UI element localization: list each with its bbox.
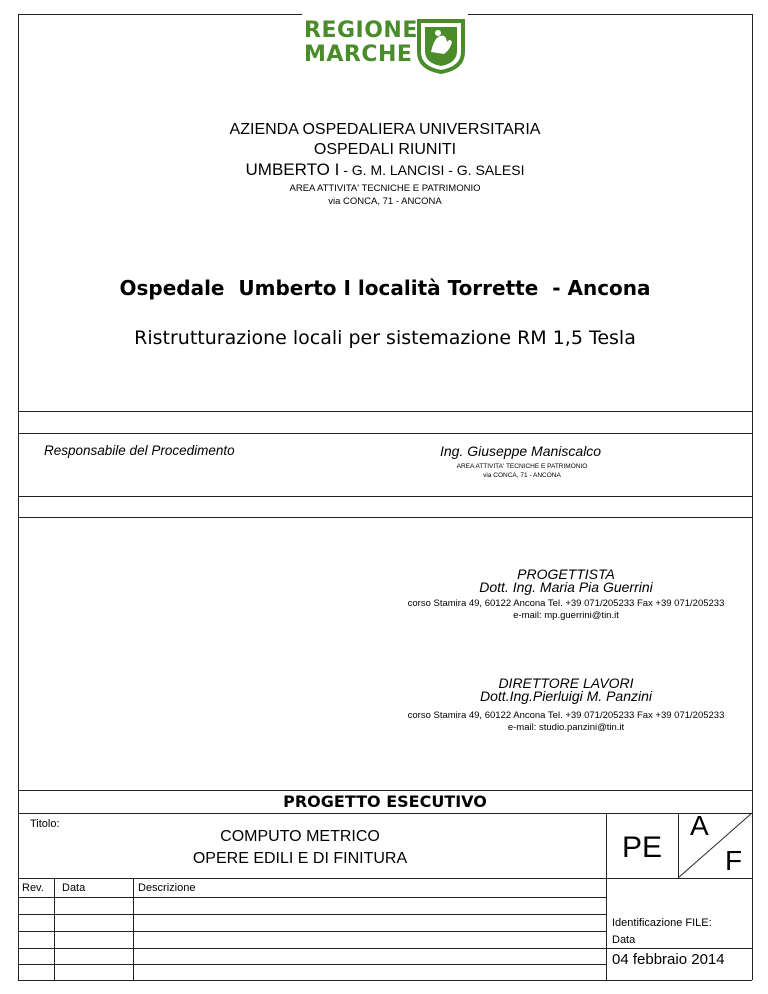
divider (18, 813, 752, 814)
org-name-line1: AZIENDA OSPEDALIERA UNIVERSITARIA (229, 121, 541, 138)
divider (18, 517, 752, 518)
logo-line2: MARCHE (304, 42, 413, 67)
divider (18, 878, 752, 879)
divider (18, 433, 752, 434)
org-name-line2: OSPEDALI RIUNITI (313, 141, 457, 158)
rev-row-line (18, 897, 606, 898)
org-address: via CONCA, 71 - ANCONA (328, 196, 442, 207)
rev-row-line (18, 964, 606, 965)
org-name-line3 (18, 160, 752, 181)
responsible-name: Ing. Giuseppe Maniscalco (440, 443, 602, 459)
frame-right (752, 14, 753, 980)
divider (18, 790, 752, 791)
title-label: Titolo: (30, 818, 60, 830)
document-title-line2: OPERE EDILI E DI FINITURA (192, 850, 408, 867)
project-phase: PROGETTO ESECUTIVO (283, 792, 487, 811)
org-hospital-rest: - G. M. LANCISI - G. SALESI (339, 162, 525, 178)
data-col-divider (133, 878, 134, 980)
rev-col-divider (54, 878, 55, 980)
director-email: e-mail: studio.panzini@tin.it (507, 722, 625, 733)
responsible-department: AREA ATTIVITA' TECNICHE E PATRIMONIO (456, 463, 588, 470)
col-header-data: Data (62, 882, 86, 894)
logo-line1: REGIONE (304, 18, 418, 43)
designer-address: corso Stamira 49, 60122 Ancona Tel. +39 071/205233 Fax +39 071/205233 (407, 598, 725, 609)
project-subtitle: Ristrutturazione locali per sistemazione RM 1,5 Tesla (134, 327, 636, 349)
responsible-address: via CONCA, 71 - ANCONA (483, 472, 561, 479)
file-id-label: Identificazione FILE: (612, 917, 712, 929)
document-title-line1: COMPUTO METRICO (220, 828, 380, 845)
org-department: AREA ATTIVITA' TECNICHE E PATRIMONIO (289, 183, 481, 194)
rev-row-line (18, 948, 752, 949)
date-label: Data (612, 934, 636, 946)
designer-role: PROGETTISTA (517, 566, 615, 582)
col-header-rev: Rev. (22, 882, 44, 894)
document-code: PE (621, 831, 663, 864)
format-f: F (725, 845, 743, 876)
regione-marche-logo (302, 14, 468, 78)
rev-row-line (18, 931, 606, 932)
responsible-label: Responsabile del Procedimento (44, 443, 235, 458)
divider (18, 411, 752, 412)
regional-emblem-icon (416, 18, 466, 74)
format-a: A (690, 810, 709, 841)
rev-row-line (18, 914, 606, 915)
divider (18, 496, 752, 497)
director-address: corso Stamira 49, 60122 Ancona Tel. +39 071/205233 Fax +39 071/205233 (407, 710, 725, 721)
frame-bottom (18, 980, 752, 981)
designer-email: e-mail: mp.guerrini@tin.it (513, 610, 619, 621)
director-name: Dott.Ing.Pierluigi M. Panzini (480, 688, 652, 704)
director-role: DIRETTORE LAVORI (498, 675, 634, 691)
org-hospital-main: UMBERTO I (245, 160, 340, 179)
date-value: 04 febbraio 2014 (612, 951, 725, 968)
col-header-description: Descrizione (138, 882, 196, 894)
project-title: Ospedale Umberto I località Torrette - Ancona (119, 276, 651, 300)
designer-name: Dott. Ing. Maria Pia Guerrini (479, 579, 653, 595)
